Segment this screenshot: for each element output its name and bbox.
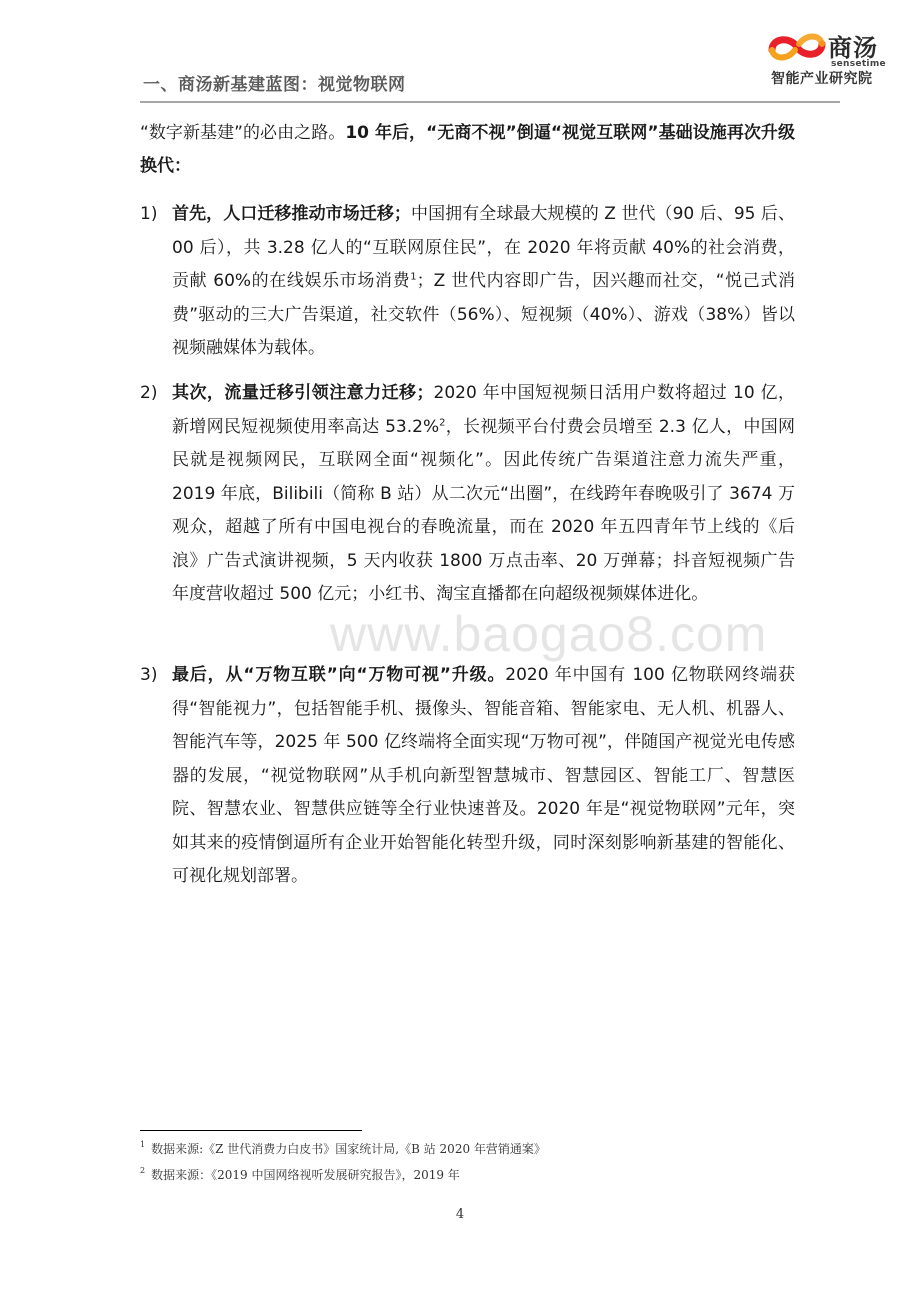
list-item-text: 中国拥有全球最大规模的 Z 世代（90 后、95 后、00 后），共 3.28 亿人的“互联网原住民”，在 2020 年将贡献 40%的社会消费，贡献 60%的在线娱乐市场消费	[172, 204, 795, 291]
intro-bold-text: 10 年后，“无商不视”倒逼“视觉互联网”基础设施再次升级换代：	[140, 123, 795, 176]
list-item-text: 2020 年中国有 100 亿物联网终端获得“智能视力”，包括智能手机、摄像头、智能音箱、智能家电、无人机、机器人、智能汽车等，2025 年 500 亿终端将全面实现“万物可视”，伴随国产视觉光电传感器的发展，“视觉物联网”从手机向新型智慧城市、智慧园区、智能工厂、智慧医院、智慧农业、智慧供应链等全行业快速普及。2020 年是“视觉物联网”元年，突如其来的疫情倒逼所有企业开始智能化转型升级，同时深刻影响新基建的智能化、可视化规划部署。	[172, 665, 795, 886]
page-header	[0, 0, 920, 110]
sensetime-logo-icon	[768, 30, 826, 64]
logo-name-en: sensetime	[831, 59, 886, 69]
footnote-ref[interactable]: 2	[439, 416, 446, 428]
list-item-1	[140, 198, 795, 366]
list-item-text: 2020 年中国短视频日活用户数将超过 10 亿，新增网民短视频使用率高达 53.2%	[172, 383, 795, 437]
list-item-number: 3)	[140, 665, 158, 685]
footnote-ref[interactable]: 1	[410, 271, 417, 283]
list-item-lead: 最后，从“万物互联”向“万物可视”升级。	[172, 665, 506, 685]
list-item-lead: 首先，人口迁移推动市场迁移；	[172, 204, 411, 224]
list-item-number: 1)	[140, 204, 158, 224]
footnote-divider	[140, 1130, 362, 1131]
watermark: www.baogao8.com	[330, 606, 768, 662]
list-item-text-continued: ；Z 世代内容即广告，因兴趣而社交，“悦己式消费”驱动的三大广告渠道，社交软件（56%）、短视频（40%）、游戏（38%）皆以视频融媒体为载体。	[172, 271, 795, 358]
logo-institute: 智能产业研究院	[771, 71, 873, 87]
footnote-mark: 1	[140, 1140, 146, 1149]
list-item-text-continued: ，长视频平台付费会员增至 2.3 亿人，中国网民就是视频网民，互联网全面“视频化”。因此传统广告渠道注意力流失严重， 2019 年底，Bilibili（简称 B 站）从二次元“出圈”，在线跨年春晚吸引了 3674 万观众，超越了所有中国电视台的春晚流量，而在 2020 年五四青年节上线的《后浪》广告式演讲视频，5 天内收获 1800 万点击率、20 万弹幕；抖音短视频广告年度营收超过 500 亿元；小红书、淘宝直播都在向超级视频媒体进化。	[172, 416, 795, 604]
intro-normal-text: “数字新基建”的必由之路。	[140, 123, 346, 143]
list-item-lead: 其次，流量迁移引领注意力迁移；	[172, 383, 434, 403]
intro-paragraph	[140, 117, 795, 183]
logo-name-cn: 商汤	[828, 34, 878, 62]
header-divider	[140, 101, 840, 103]
list-item-number: 2)	[140, 383, 158, 403]
footnote-mark: 2	[140, 1166, 146, 1175]
sensetime-logo	[768, 22, 893, 92]
list-item-3	[140, 659, 795, 894]
list-item-2	[140, 377, 795, 612]
footnote-1	[140, 1140, 546, 1157]
page-number: 4	[455, 1207, 465, 1222]
footnote-2	[140, 1166, 460, 1183]
section-title: 一、商汤新基建蓝图：视觉物联网	[143, 75, 406, 95]
footnote-text: 数据来源:《Z 世代消费力白皮书》国家统计局,《B 站 2020 年营销通案》	[151, 1142, 546, 1156]
footnote-text: 数据来源：《2019 中国网络视听发展研究报告》，2019 年	[151, 1168, 460, 1182]
